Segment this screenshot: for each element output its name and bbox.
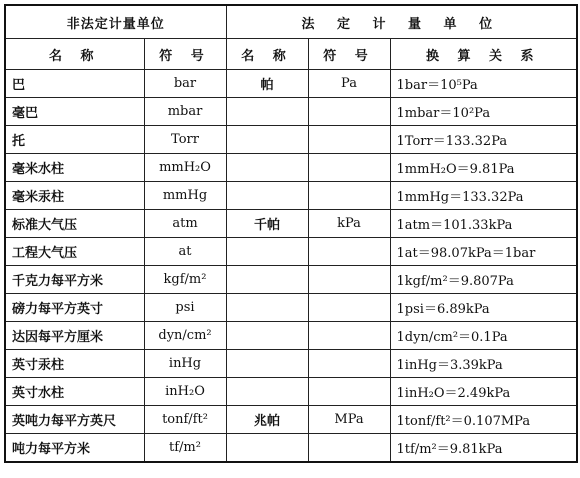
unit-symbol-cell: mmH₂O: [144, 154, 226, 182]
unit-name-cell: 英吨力每平方英尺: [5, 406, 144, 434]
si-name-cell-empty: [226, 350, 308, 378]
unit-symbol-cell: mmHg: [144, 182, 226, 210]
si-symbol-cell: kPa: [308, 210, 390, 238]
unit-name-cell: 英寸水柱: [5, 378, 144, 406]
si-name-cell-empty: [226, 238, 308, 266]
si-symbol-cell-empty: [308, 182, 390, 210]
si-name-cell: 兆帕: [226, 406, 308, 434]
unit-symbol-cell: tf/m²: [144, 434, 226, 463]
si-name-cell-empty: [226, 266, 308, 294]
table-row: [5, 406, 577, 434]
relation-cell: 1dyn/cm²＝0.1Pa: [390, 322, 577, 350]
si-name-column-header: 名 称: [226, 39, 308, 70]
table-row: [5, 238, 577, 266]
header-row: [5, 5, 577, 39]
unit-name-cell: 标准大气压: [5, 210, 144, 238]
unit-symbol-cell: inHg: [144, 350, 226, 378]
si-symbol-cell-empty: [308, 434, 390, 463]
si-name-cell-empty: [226, 378, 308, 406]
si-symbol-cell-empty: [308, 238, 390, 266]
table-row: [5, 378, 577, 406]
unit-name-cell: 达因每平方厘米: [5, 322, 144, 350]
relation-cell: 1psi＝6.89kPa: [390, 294, 577, 322]
nonlegal-units-header: 非法定计量单位: [5, 5, 226, 39]
unit-symbol-cell: Torr: [144, 126, 226, 154]
si-name-cell: 千帕: [226, 210, 308, 238]
unit-name-cell: 磅力每平方英寸: [5, 294, 144, 322]
si-symbol-cell-empty: [308, 154, 390, 182]
table-row: [5, 98, 577, 126]
unit-name-cell: 毫巴: [5, 98, 144, 126]
si-name-cell-empty: [226, 154, 308, 182]
si-name-cell-empty: [226, 182, 308, 210]
relation-cell: 1tonf/ft²＝0.107MPa: [390, 406, 577, 434]
si-symbol-column-header: 符 号: [308, 39, 390, 70]
table-row: [5, 182, 577, 210]
table-row: [5, 294, 577, 322]
si-symbol-cell: MPa: [308, 406, 390, 434]
legal-units-header: 法 定 计 量 单 位: [226, 5, 577, 39]
si-symbol-cell-empty: [308, 378, 390, 406]
relation-cell: 1tf/m²＝9.81kPa: [390, 434, 577, 463]
table-row: [5, 126, 577, 154]
table-row: [5, 350, 577, 378]
si-symbol-cell-empty: [308, 266, 390, 294]
relation-cell: 1mmHg＝133.32Pa: [390, 182, 577, 210]
si-name-cell-empty: [226, 322, 308, 350]
unit-symbol-cell: mbar: [144, 98, 226, 126]
table-row: [5, 322, 577, 350]
unit-name-cell: 千克力每平方米: [5, 266, 144, 294]
unit-name-cell: 毫米水柱: [5, 154, 144, 182]
relation-cell: 1inH₂O＝2.49kPa: [390, 378, 577, 406]
relation-cell: 1atm＝101.33kPa: [390, 210, 577, 238]
table-row: [5, 210, 577, 238]
si-symbol-cell-empty: [308, 350, 390, 378]
si-name-cell-empty: [226, 294, 308, 322]
relation-cell: 1at＝98.07kPa＝1bar: [390, 238, 577, 266]
relation-cell: 1bar＝10⁵Pa: [390, 70, 577, 98]
si-name-cell-empty: [226, 434, 308, 463]
unit-symbol-cell: bar: [144, 70, 226, 98]
table-row: [5, 154, 577, 182]
subheader-row: [5, 39, 577, 70]
unit-symbol-cell: dyn/cm²: [144, 322, 226, 350]
unit-symbol-cell: tonf/ft²: [144, 406, 226, 434]
unit-symbol-cell: psi: [144, 294, 226, 322]
unit-conversion-table: [4, 4, 578, 463]
si-name-cell: 帕: [226, 70, 308, 98]
unit-name-cell: 毫米汞柱: [5, 182, 144, 210]
table-row: [5, 266, 577, 294]
si-symbol-cell-empty: [308, 126, 390, 154]
unit-name-cell: 托: [5, 126, 144, 154]
symbol-column-header: 符 号: [144, 39, 226, 70]
unit-name-cell: 工程大气压: [5, 238, 144, 266]
unit-symbol-cell: kgf/m²: [144, 266, 226, 294]
unit-name-cell: 巴: [5, 70, 144, 98]
si-name-cell-empty: [226, 126, 308, 154]
name-column-header: 名 称: [5, 39, 144, 70]
unit-symbol-cell: at: [144, 238, 226, 266]
relation-cell: 1kgf/m²＝9.807Pa: [390, 266, 577, 294]
unit-symbol-cell: atm: [144, 210, 226, 238]
unit-name-cell: 吨力每平方米: [5, 434, 144, 463]
si-symbol-cell-empty: [308, 98, 390, 126]
si-symbol-cell-empty: [308, 294, 390, 322]
relation-cell: 1mmH₂O＝9.81Pa: [390, 154, 577, 182]
table-row: [5, 434, 577, 463]
relation-column-header: 换 算 关 系: [390, 39, 577, 70]
unit-symbol-cell: inH₂O: [144, 378, 226, 406]
unit-name-cell: 英寸汞柱: [5, 350, 144, 378]
relation-cell: 1Torr＝133.32Pa: [390, 126, 577, 154]
si-symbol-cell: Pa: [308, 70, 390, 98]
relation-cell: 1mbar＝10²Pa: [390, 98, 577, 126]
si-name-cell-empty: [226, 98, 308, 126]
table-row: [5, 70, 577, 98]
si-symbol-cell-empty: [308, 322, 390, 350]
relation-cell: 1inHg＝3.39kPa: [390, 350, 577, 378]
